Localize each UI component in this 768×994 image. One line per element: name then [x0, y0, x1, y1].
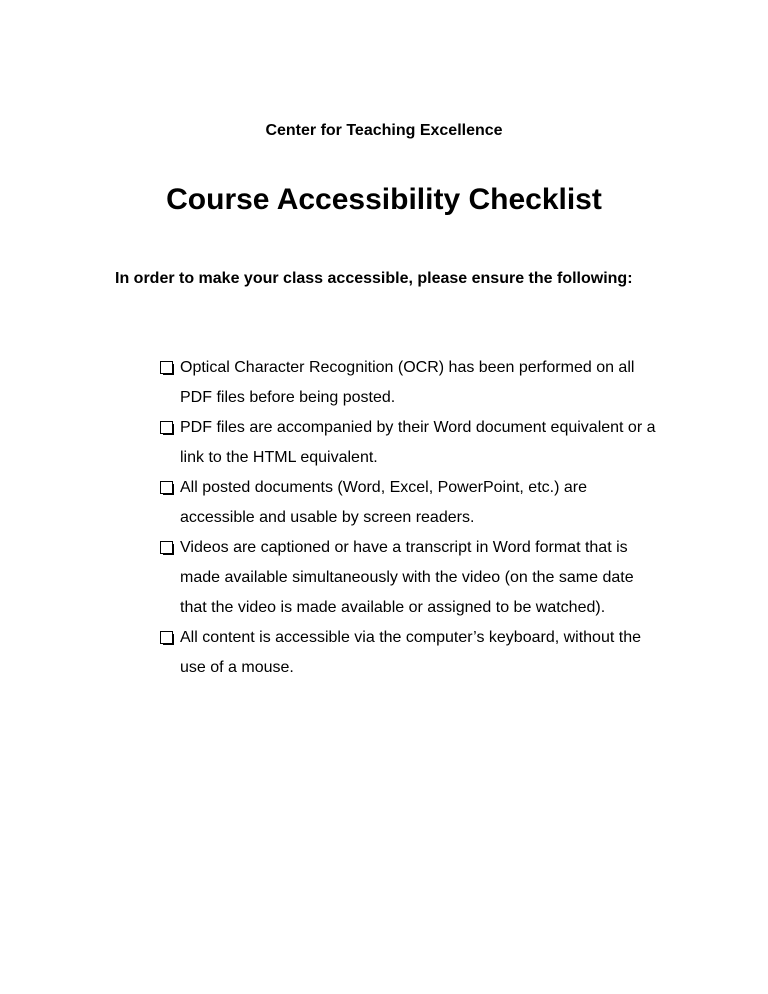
checkbox-icon[interactable]	[160, 541, 173, 554]
checkbox-icon[interactable]	[160, 421, 173, 434]
checklist-item-text: Optical Character Recognition (OCR) has been performed on all PDF files before being posted.	[180, 359, 635, 406]
intro-text: In order to make your class accessible, please ensure the following:	[115, 270, 633, 287]
checkbox-icon[interactable]	[160, 361, 173, 374]
accessibility-checklist	[160, 353, 660, 683]
checklist-item-text: Videos are captioned or have a transcript in Word format that is made available simultaneously with the video (on the same date that the video is made available or assigned to be watched).	[180, 539, 634, 616]
checklist-item[interactable]	[160, 353, 660, 413]
checklist-item[interactable]	[160, 623, 660, 683]
checklist-item[interactable]	[160, 533, 660, 623]
checkbox-icon[interactable]	[160, 631, 173, 644]
checkbox-icon[interactable]	[160, 481, 173, 494]
checklist-item-text: All content is accessible via the computer’s keyboard, without the use of a mouse.	[180, 629, 641, 676]
checklist-item-text: PDF files are accompanied by their Word document equivalent or a link to the HTML equivalent.	[180, 419, 656, 466]
organization-name: Center for Teaching Excellence	[265, 122, 503, 139]
page-title: Course Accessibility Checklist	[166, 183, 602, 216]
checklist-item-text: All posted documents (Word, Excel, PowerPoint, etc.) are accessible and usable by screen readers.	[180, 479, 587, 526]
checklist-item[interactable]	[160, 473, 660, 533]
checklist-item[interactable]	[160, 413, 660, 473]
